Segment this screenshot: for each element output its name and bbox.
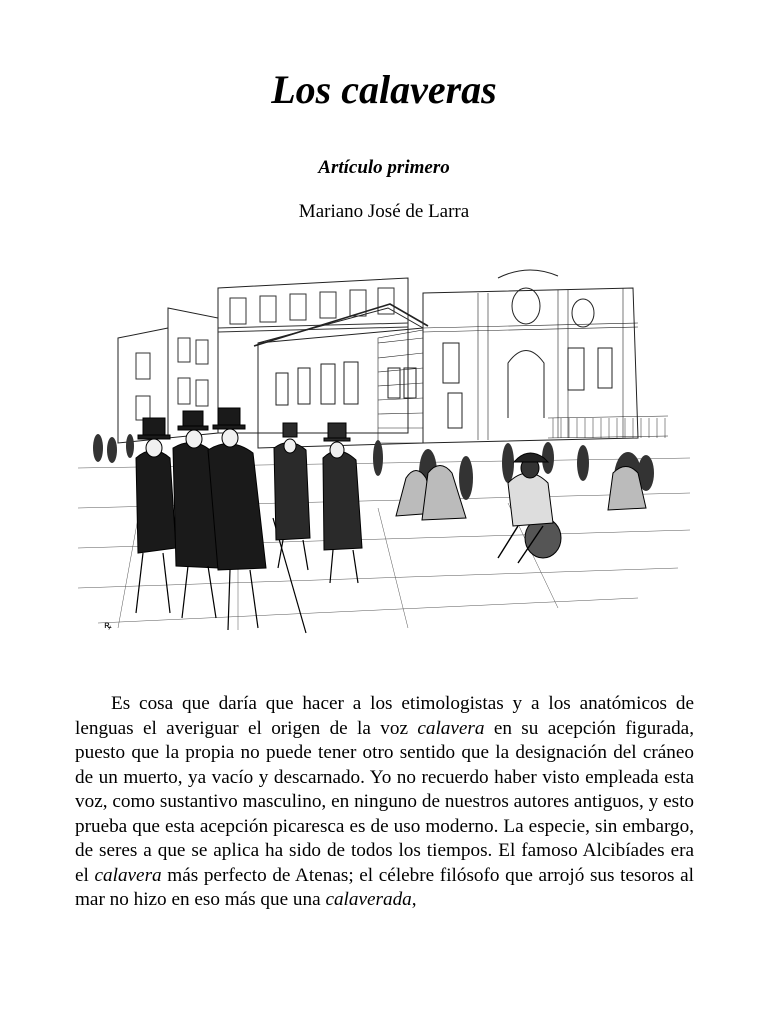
paragraph-segment-2: en su acepción figurada, puesto que la propia no puede tener otro sentido que la designación del cráneo de un muerto, ya vacío y descarnado. Yo no recuerdo haber visto empleada esta voz, como sustantivo masculino, en ninguno de nuestros autores antiguos, y esto prueba que esta acepción picaresca es de uso moderno. La especie, sin embargo, de seres a que se aplica ha sido de todos los tiempos. El famoso Alcibíades era el — [75, 717, 694, 886]
paragraph-segment-3: más perfecto de Atenas; el célebre filósofo que arrojó sus tesoros al mar no hizo en eso más que una — [75, 864, 694, 910]
document-author: Mariano José de Larra — [298, 201, 470, 222]
paragraph-emphasis-1: calavera — [417, 717, 485, 739]
document-subtitle: Artículo primero — [318, 157, 450, 178]
document-title: Los calaveras — [271, 67, 497, 112]
paragraph-segment-4: , — [411, 889, 417, 910]
svg-text:ꝶ: ꝶ — [104, 620, 112, 631]
street-scene-illustration — [78, 268, 690, 648]
paragraph-emphasis-3: calaverada — [325, 889, 412, 910]
paragraph-segment-1: Es cosa que daría que hacer a los etimologistas y a los anatómicos de lenguas el averiguar el origen de la voz — [75, 693, 694, 739]
church-facade — [423, 270, 668, 443]
paragraph-emphasis-2: calavera — [94, 864, 162, 886]
middle-figures — [274, 423, 362, 583]
body-paragraph — [75, 692, 694, 913]
